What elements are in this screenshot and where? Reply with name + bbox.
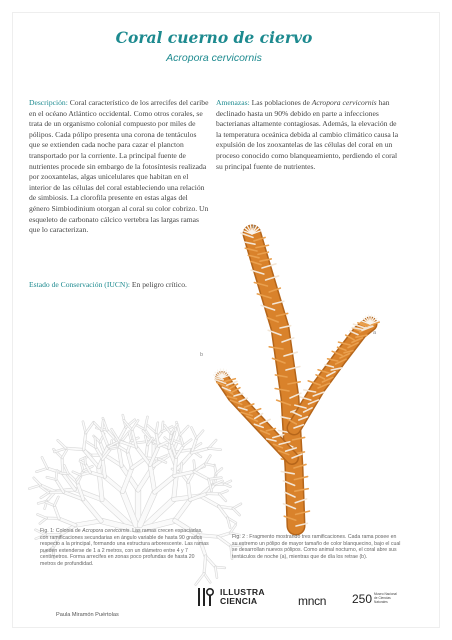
- caption-1-species: Acropora cervicornis: [82, 528, 130, 534]
- illustraciencia-icon: [196, 586, 216, 608]
- skeleton-branch: [54, 497, 58, 506]
- description-block: [29, 98, 209, 236]
- skeleton-branch: [62, 458, 63, 473]
- threats-species: Acropora cervicornis: [311, 98, 377, 107]
- skeleton-branch: [75, 521, 101, 525]
- skeleton-branch: [58, 440, 66, 448]
- skeleton-branch: [177, 453, 192, 469]
- skeleton-branch: [86, 422, 94, 433]
- skeleton-branch: [155, 476, 175, 492]
- mncn-logo: mncn: [298, 594, 327, 608]
- skeleton-branch: [105, 477, 123, 492]
- anniversary-number: 250: [352, 592, 373, 606]
- skeleton-branch: [66, 448, 84, 449]
- skeleton-branch: [41, 493, 49, 498]
- skeleton-branch: [59, 519, 75, 526]
- anniversary-logo: [352, 592, 400, 606]
- caption-fig-1: [40, 528, 210, 568]
- skeleton-branch: [83, 499, 101, 521]
- threats-label: Amenazas:: [216, 98, 250, 107]
- skeleton-branch: [148, 426, 156, 433]
- skeleton-branch: [49, 492, 64, 493]
- description-text: Coral característico de los arrecifes del caribe en el océano Atlántico occidental. Como otros corales, se trata de un organismo colonial compuesto por miles de pólipos. Cada pólipo presenta una corona de tentáculos que se extienden cada noche para cazar el plancton transportado por la corriente. La principal fuente de nutrientes procede sin embargo de la fotosíntesis realizada por zooxantelas, algas unicelulares que habitan en el interior de las células del coral estableciendo una relación de simbiosis. La clorofila presente en estas algas del género Simbiodinium otorgan al coral su color cobrizo. Un esqueleto de carbonato cálcico vertebra las largas ramas que lo caracterizan.: [29, 98, 209, 235]
- description-label: Descripción:: [29, 98, 68, 107]
- illustraciencia-line-2: CIENCIA: [220, 596, 258, 606]
- figure-label-a-right: a: [373, 330, 377, 336]
- skeleton-branch: [85, 458, 86, 464]
- caption-fig-2: Fig. 2 : Fragmento mostrando tres ramificaciones. Cada rama posee en su extremo un pólipo de mayor tamaño de color blanquecino, bajo el cual se desarrollan nuevos pólipos. Como animal nocturno, el coral abre sus tentáculos de noche (a), mientras que de día los retrae (b).: [232, 534, 401, 560]
- illustraciencia-logo: [196, 586, 265, 608]
- illustraciencia-line-1: ILLUSTRA: [220, 587, 265, 597]
- skeleton-branch: [175, 500, 190, 521]
- skeleton-branch: [183, 440, 191, 446]
- author-credit: Paula Miramón Puértolas: [56, 612, 119, 618]
- conservation-label: Estado de Conservación (IUCN):: [29, 280, 131, 289]
- skeleton-branch: [136, 424, 145, 429]
- skeleton-branch: [174, 457, 176, 476]
- skeleton-branch: [191, 428, 196, 439]
- caption-1-text: . Las ramas crecen espaciadas, con ramificaciones secundarias en ángulo variable de hasta 90 grados respecto a la principal, formando una estructura arborescente. Las ramas pueden extenderse de 1 a 2 metros, con un diámetro entre 4 y 7 centímetros. Forma arrecifes en zonas poco profundas de hasta 20 metros de profundidad.: [40, 528, 209, 567]
- threats-text-before: Las poblaciones de: [251, 98, 312, 107]
- caption-1-lead: Fig. 1: Colonia de: [40, 528, 83, 534]
- skeleton-branch: [95, 437, 96, 447]
- threats-text-after: han declinado hasta un 90% debido en parte a infecciones bacterianas altamente contagiosas. Además, la elevación de la temperatura oceánica debida al cambio climático causa la expulsión de los zooxantelas de las células del coral en un proceso conocido como blanqueamiento, perdiendo el coral su principal fuente de nutrientes.: [216, 98, 399, 171]
- conservation-status: [29, 280, 219, 291]
- anniversary-text: Museo Nacional de Ciencias Naturales: [374, 592, 397, 604]
- page-title: Coral cuerno de ciervo: [115, 28, 313, 47]
- scientific-name: Acropora cervicornis: [166, 52, 262, 64]
- conservation-value: En peligro crítico.: [131, 280, 187, 289]
- skeleton-branch: [42, 457, 47, 468]
- skeleton-branch: [180, 426, 188, 435]
- skeleton-branch: [54, 506, 59, 519]
- figure-label-b: b: [200, 352, 204, 358]
- skeleton-branch: [62, 449, 67, 457]
- coral-branch-illustration: [200, 228, 380, 528]
- skeleton-branch: [215, 567, 224, 568]
- threats-block: [216, 98, 402, 172]
- figure-label-a-top: a: [252, 224, 256, 230]
